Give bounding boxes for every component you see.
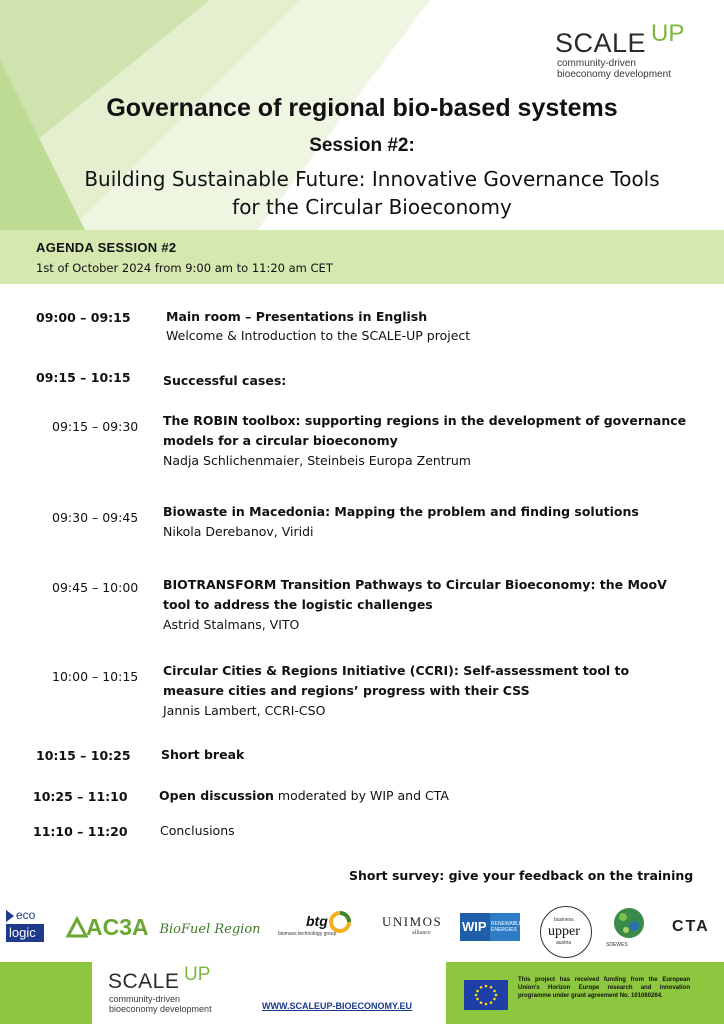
- agenda-heading: AGENDA SESSION #2: [36, 240, 177, 255]
- item-5-time: 09:45 – 10:00: [52, 580, 139, 595]
- unimos-sub: alliance: [412, 930, 431, 936]
- subtitle-line-2: for the Circular Bioeconomy: [232, 195, 512, 219]
- item-8-title: [159, 786, 449, 805]
- bua-3: austria: [556, 940, 572, 946]
- footer-logo-up: UP: [184, 964, 211, 985]
- logo-tagline-2: bioeconomy development: [557, 69, 671, 80]
- item-6-time: 10:00 – 10:15: [52, 669, 139, 684]
- footer-website-link[interactable]: WWW.SCALEUP-BIOECONOMY.EU: [262, 1001, 412, 1011]
- item-6-speaker: Jannis Lambert, CCRI-CSO: [163, 703, 326, 718]
- btg-text: btg: [306, 913, 328, 929]
- footer-logo-word: SCALE: [108, 970, 180, 993]
- ac3a-leaf-icon: [66, 916, 88, 938]
- item-7-title: Short break: [161, 747, 245, 762]
- item-4-speaker: Nikola Derebanov, Viridi: [163, 524, 314, 539]
- logo-up: UP: [651, 20, 685, 47]
- bua-2: upper: [548, 924, 580, 939]
- item-8-title-bold: Open discussion: [159, 788, 274, 803]
- agenda-date: 1st of October 2024 from 9:00 am to 11:20 am CET: [36, 261, 333, 275]
- footer-logo-tagline-1: community-driven: [109, 994, 181, 1004]
- partner-sdewes: [606, 906, 652, 952]
- item-3-speaker: Nadja Schlichenmaier, Steinbeis Europa Zentrum: [163, 453, 471, 468]
- partner-business-upper-austria: [540, 906, 592, 958]
- ecologic-arrow-icon: [6, 910, 14, 922]
- item-8-time: 10:25 – 11:10: [33, 789, 128, 804]
- session-label: Session #2:: [309, 135, 415, 156]
- item-3-title-2: models for a circular bioeconomy: [163, 433, 398, 448]
- btg-sub: biomass technology group: [278, 931, 337, 937]
- partner-wip: [460, 913, 522, 943]
- partner-cta: CTA: [672, 918, 710, 935]
- item-7-time: 10:15 – 10:25: [36, 748, 131, 763]
- logo-tagline-1: community-driven: [557, 58, 636, 69]
- footer-logo-tagline-2: bioeconomy development: [109, 1004, 212, 1014]
- partner-btg: [276, 910, 354, 942]
- subtitle-line-1: Building Sustainable Future: Innovative Governance Tools: [84, 167, 660, 191]
- bua-1: business: [554, 917, 574, 923]
- ac3a-text: AC3A: [86, 914, 149, 940]
- footer-url-panel: [228, 962, 446, 1024]
- footer-scaleup-logo: [108, 966, 223, 1018]
- logo-word: SCALE: [555, 28, 647, 58]
- scaleup-logo: [555, 22, 705, 82]
- page-title: Governance of regional bio-based systems: [106, 94, 618, 122]
- partner-ac3a: [66, 912, 149, 942]
- unimos-text: UNIMOS: [382, 914, 443, 929]
- item-1-time: 09:00 – 09:15: [36, 310, 131, 325]
- item-5-title-2: tool to address the logistic challenges: [163, 597, 433, 612]
- item-1-title: Main room – Presentations in English: [166, 309, 428, 324]
- item-4-time: 09:30 – 09:45: [52, 510, 139, 525]
- item-5-title-1: BIOTRANSFORM Transition Pathways to Circular Bioeconomy: the MooV: [163, 577, 667, 592]
- partner-ecologic: [6, 908, 44, 944]
- ecologic-logic: logic: [9, 925, 36, 940]
- ecologic-eco: eco: [16, 908, 36, 922]
- partner-unimos: [378, 914, 444, 940]
- funding-statement: This project has received funding from the European Union's Horizon Europe research and innovation programme under grant agreement No. 101060264.: [518, 977, 690, 999]
- eu-flag: [464, 980, 508, 1010]
- partner-biofuel-region: BioFuel Region: [159, 921, 261, 937]
- wip-sub: RENEWABLE ENERGIES: [491, 921, 523, 933]
- sdewes-text: SDEWES: [606, 942, 628, 948]
- item-4-title: Biowaste in Macedonia: Mapping the problem and finding solutions: [163, 504, 639, 519]
- agenda-band: [0, 230, 724, 284]
- item-1-desc: Welcome & Introduction to the SCALE-UP project: [166, 328, 471, 343]
- sdewes-globe-icon: [612, 906, 646, 940]
- item-6-title-1: Circular Cities & Regions Initiative (CCRI): Self-assessment tool to: [163, 663, 630, 678]
- item-3-title-1: The ROBIN toolbox: supporting regions in the development of governance: [163, 413, 687, 428]
- wip-text: WIP: [462, 919, 487, 934]
- eu-stars-icon: [464, 980, 508, 1010]
- survey-link[interactable]: Short survey: give your feedback on the training: [349, 868, 694, 883]
- item-2-title: Successful cases:: [163, 373, 287, 388]
- item-8-title-rest: moderated by WIP and CTA: [273, 788, 449, 803]
- item-5-speaker: Astrid Stalmans, VITO: [163, 617, 300, 632]
- item-2-time: 09:15 – 10:15: [36, 370, 131, 385]
- item-9-time: 11:10 – 11:20: [33, 824, 128, 839]
- item-9-title: Conclusions: [160, 823, 235, 838]
- item-6-title-2: measure cities and regions’ progress with their CSS: [163, 683, 530, 698]
- item-3-time: 09:15 – 09:30: [52, 419, 139, 434]
